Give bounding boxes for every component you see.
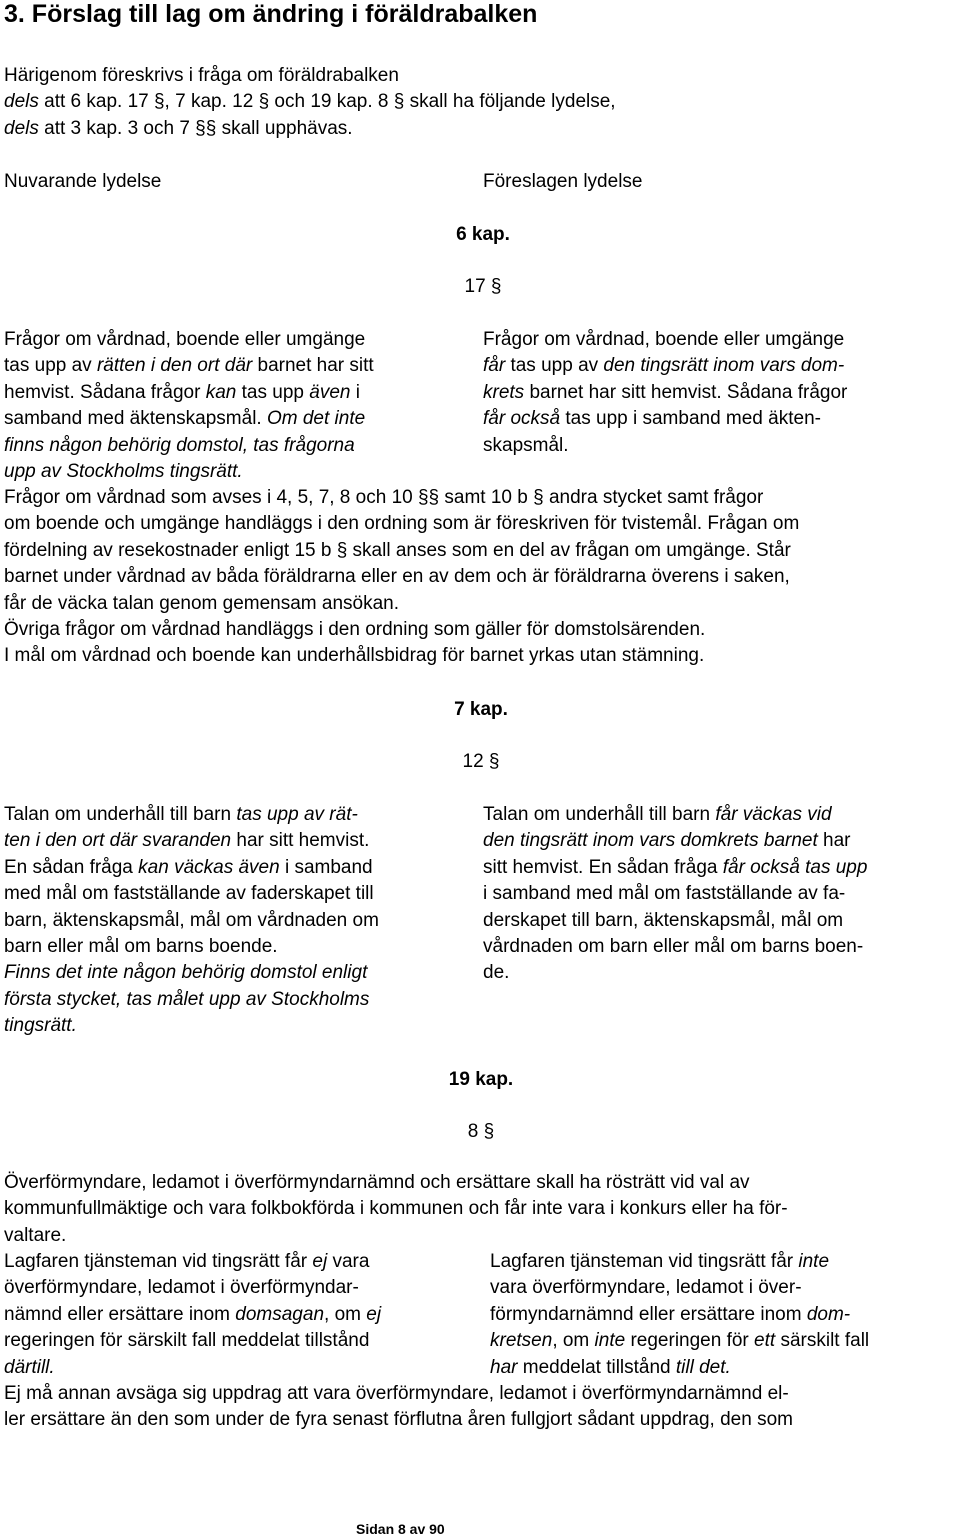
ch7-current-text: Talan om underhåll till barn tas upp av rät- ten i den ort där svaranden har sitt hemvist. En sådan fråga kan väckas även i samband med mål om fastställande av faderskapet till barn, äktenskapsmål, mål om vårdnaden om barn eller mål om barns boende. Finns det inte någon behörig domstol enligt första stycket, tas målet upp av Stockholms tingsrätt.	[4, 804, 379, 1037]
page-heading: 3. Förslag till lag om ändring i föräldrabalken	[4, 0, 538, 28]
proposed-version-label: Föreslagen lydelse	[483, 171, 643, 192]
intro-line: dels att 3 kap. 3 och 7 §§ skall upphävas.	[4, 117, 353, 139]
intro-line: Härigenom föreskrivs i fråga om föräldrabalken	[4, 65, 399, 86]
section-17-heading: 17 §	[464, 276, 502, 297]
ch7-proposed-text: Talan om underhåll till barn får väckas vid den tingsrätt inom vars domkrets barnet har sitt hemvist. En sådan fråga får också tas upp i samband med mål om fastställande av fa- derskapet till barn, äktenskapsmål, mål om vårdnaden om barn eller mål om barns boen- de.	[483, 804, 868, 984]
current-version-label: Nuvarande lydelse	[4, 171, 162, 192]
ch19-proposed-text: Lagfaren tjänsteman vid tingsrätt får inte vara överförmyndare, ledamot i över- förmyndarnämnd eller ersättare inom dom- kretsen, om inte regeringen för ett särskilt fall har meddelat tillstånd till det.	[490, 1251, 870, 1378]
ch19-tail-text: Ej må annan avsäga sig uppdrag att vara överförmyndare, ledamot i överförmyndarnämnd el- ler ersättare än den som under de fyra senast förflutna åren fullgjort sådant uppdrag, den som	[4, 1383, 793, 1431]
ch6-shared-text: Frågor om vårdnad som avses i 4, 5, 7, 8 och 10 §§ samt 10 b § andra stycket samt frågor om boende och umgänge handläggs i den ordning som är föreskriven för tvistemål. Frågan om fördelning av resekostnader enligt 15 b § skall anses som en del av frågan om umgänge. Står barnet under vårdnad av båda föräldrarna eller en av dem och är föräldrarna överens i saken, får de väcka talan genom gemensam ansökan. Övriga frågor om vårdnad handläggs i den ordning som gäller för domstolsärenden. I mål om vårdnad och boende kan underhållsbidrag för barnet yrkas utan stämning.	[4, 487, 800, 667]
intro-paragraph	[4, 63, 616, 142]
chapter-6-heading: 6 kap.	[456, 224, 510, 245]
section-12-heading: 12 §	[462, 751, 500, 772]
ch6-proposed-text: Frågor om vårdnad, boende eller umgänge får tas upp av den tingsrätt inom vars dom- krets barnet har sitt hemvist. Sådana frågor får också tas upp i samband med äkten- skapsmål.	[483, 329, 848, 456]
ch6-current-text: Frågor om vårdnad, boende eller umgänge tas upp av rätten i den ort där barnet har sitt hemvist. Sådana frågor kan tas upp även i samband med äktenskapsmål. Om det inte finns någon behörig domstol, tas frågorna upp av Stockholms tingsrätt.	[4, 329, 374, 483]
section-8-heading: 8 §	[467, 1121, 495, 1142]
intro-line: dels att 6 kap. 17 §, 7 kap. 12 § och 19 kap. 8 § skall ha följande lydelse,	[4, 91, 616, 113]
chapter-19-heading: 19 kap.	[448, 1069, 514, 1090]
ch19-current-text: Lagfaren tjänsteman vid tingsrätt får ej vara överförmyndare, ledamot i överförmyndar- nämnd eller ersättare inom domsagan, om ej regeringen för särskilt fall meddelat tillstånd därtill.	[4, 1251, 382, 1378]
ch19-shared-text: Överförmyndare, ledamot i överförmyndarnämnd och ersättare skall ha rösträtt vid val av kommunfullmäktige och vara folkbokförda i kommunen och får inte vara i konkurs eller ha för- valtare.	[4, 1172, 788, 1246]
chapter-7-heading: 7 kap.	[454, 699, 508, 720]
page-number-footer: Sidan 8 av 90	[356, 1521, 445, 1537]
